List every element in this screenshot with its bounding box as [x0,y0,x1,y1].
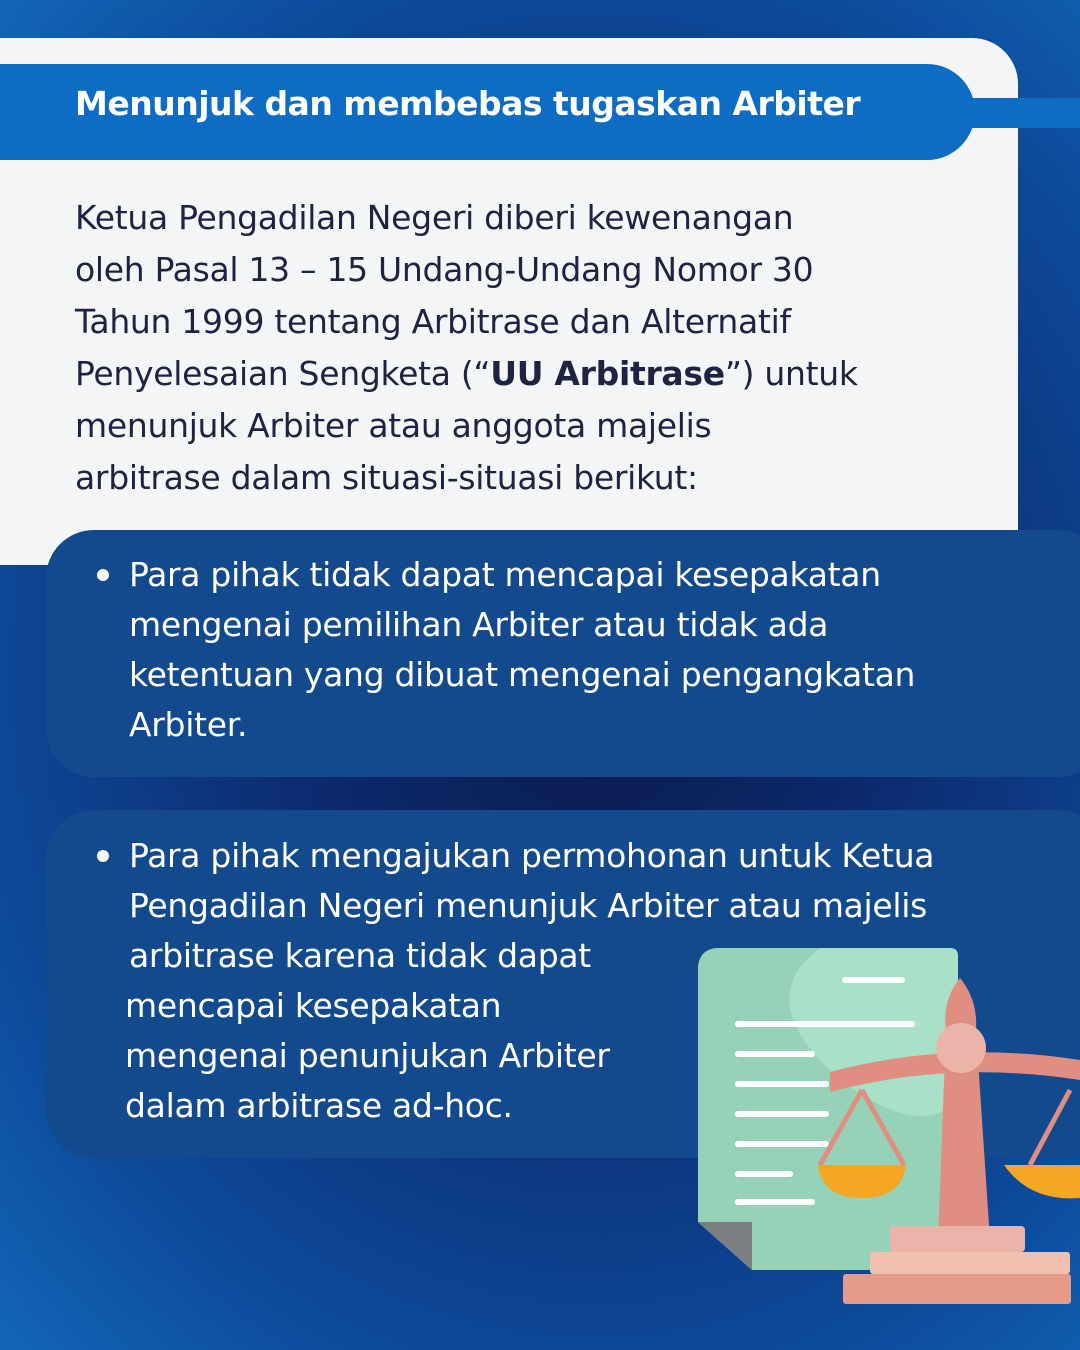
bullet-line: mencapai kesepakatan [125,986,502,1025]
intro-line: ”) untuk [724,354,858,393]
page-title: Menunjuk dan membebas tugaskan Arbiter [75,84,861,123]
header-accent-line [960,98,1080,128]
intro-bold-term: UU Arbitrase [490,354,725,393]
bullet-line: Pengadilan Negeri menunjuk Arbiter atau majelis [129,886,927,925]
bullet-line: Para pihak mengajukan permohonan untuk Ketua [129,836,935,875]
bullet-dot [97,850,109,862]
bullet-line: mengenai penunjukan Arbiter [125,1036,610,1075]
intro-line: Tahun 1999 tentang Arbitrase dan Alternatif [75,302,791,341]
document-icon [698,948,958,1270]
bullet-line: arbitrase karena tidak dapat [129,936,591,975]
bullet-line: Para pihak tidak dapat mencapai kesepakatan [129,555,881,594]
intro-paragraph [75,192,975,504]
intro-line: Penyelesaian Sengketa (“ [75,354,491,393]
bullet-dot [97,569,109,581]
intro-line: oleh Pasal 13 – 15 Undang-Undang Nomor 30 [75,250,814,289]
intro-line: menunjuk Arbiter atau anggota majelis [75,406,712,445]
document-scales-illustration [690,940,1080,1310]
intro-line: Ketua Pengadilan Negeri diberi kewenangan [75,198,794,237]
bullet-line: dalam arbitrase ad-hoc. [125,1086,513,1125]
bullet-line: Arbiter. [129,705,248,744]
bullet-line: mengenai pemilihan Arbiter atau tidak ada [129,605,829,644]
bullet-line: ketentuan yang dibuat mengenai pengangkatan [129,655,916,694]
bullet-1-text [129,550,915,750]
intro-line: arbitrase dalam situasi-situasi berikut: [75,458,698,497]
